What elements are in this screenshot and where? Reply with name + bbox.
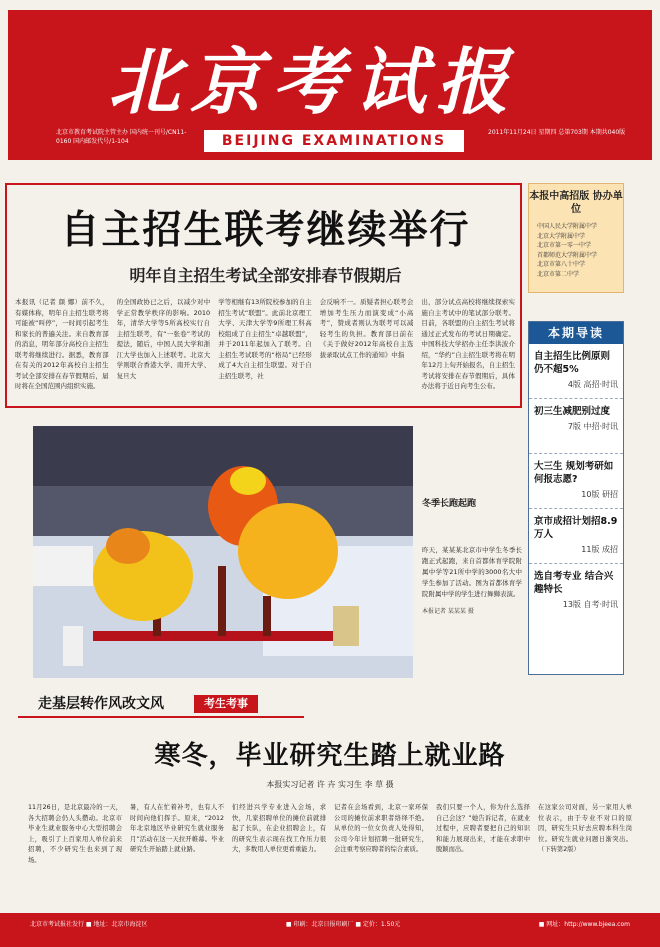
guide-item-headline: 京市成招计划招8.9万人: [534, 516, 618, 540]
story2-column: 我们只要一个人，你为什么选择自己会这？”她告诉记者，在就业过程中，应聘者要把自己的知识和能力展现出来，才能在求职中脱颖而出。: [436, 804, 530, 853]
lion-dance-photo: [33, 426, 413, 678]
story2-column: 11月26日，是北京最冷的一天，各大招聘会仍人头攒动。北京市毕业生就业服务中心大型招聘会上，吸引了上百家用人单位前来招聘，不少研究生也来到了现场。: [28, 804, 122, 864]
lead-headline: 自主招生联考继续举行: [60, 208, 471, 253]
partner-school-item: 北京市第八十中学: [537, 261, 586, 268]
newspaper-logo: 北京考试报: [108, 39, 519, 124]
footer-middle: ■ 印刷：北京日报印刷厂 ■ 定价：1.50元: [285, 921, 401, 928]
story2-column: 记者在会场看到，北京一家环保公司的摊位前求职者络绎不绝。从单位的一位女负责人处得知，公司今年计划招聘一批研究生，会注重考察应聘者的综合素质。: [334, 804, 428, 853]
guide-item[interactable]: [529, 509, 623, 564]
guide-item-headline: 自主招生比例原则仍不超5%: [534, 351, 611, 375]
lead-story: [5, 183, 522, 408]
lead-subheadline: 明年自主招生考试全部安排春节假期后: [129, 266, 402, 285]
story2-body: [28, 803, 632, 899]
partner-schools-list: [529, 216, 623, 279]
partner-school-item: 中国人民大学附属中学: [537, 223, 598, 230]
guide-item[interactable]: [529, 399, 623, 454]
guide-item[interactable]: [529, 454, 623, 509]
partner-school-item: 北京市第二中学: [537, 270, 580, 278]
guide-item-headline: 初三生减肥别过度: [534, 406, 611, 417]
partner-schools-title: 本报中高招版 协办单位: [529, 191, 623, 215]
footer-right: ■ 网址：http://www.bjeea.com: [538, 921, 630, 928]
story2-headline: 寒冬，毕业研究生踏上就业路: [154, 741, 506, 771]
guide-item-page: 10版 研招: [581, 490, 618, 499]
masthead: [8, 10, 652, 160]
story2-column: 暑，有人在忙着补考，也有人不时间向他们挥手。原来，“2012年北京地区毕业研究生就业服务月”活动在这一天拉开帷幕。毕业研究生开始踏上就业路。: [130, 804, 224, 853]
guide-item-page: 7版 中招·时讯: [567, 422, 618, 431]
logo-english-name: BEIJING EXAMINATIONS: [204, 130, 464, 152]
partner-school-item: 北京市第一零一中学: [537, 242, 592, 249]
guide-item[interactable]: [529, 344, 623, 399]
photo-caption: [422, 496, 522, 676]
issue-guide-title: 本期导读: [529, 322, 623, 344]
section-header: [18, 690, 286, 718]
lead-column: 学等相继有13所院校参加的自主招生考试“联盟”。此前北京理工大学、天津大学等9所理工科高校组成了自主招生“卓越联盟”，并于2011年起加入了联考。自主招生考试联考的“格局”已经形成了4大自主招生联盟。对于自主招生联考，社: [218, 298, 312, 380]
partner-school-item: 首都师范大学附属中学: [537, 251, 598, 259]
lead-column: 会反响不一。质疑者担心联考会增加考生压力而演变成“小高考”，赞成者则认为联考可以减轻考生的负担。教育部日前在《关于做好2012年高校自主选拔录取试点工作的通知》中指: [319, 298, 414, 359]
lead-body: [15, 297, 515, 397]
story2-column: 在这家公司对面，另一家用人单位表示，由于专业不对口的原因，研究生只好去应聘本科生岗位。研究生就业问题日渐突出。（下转第2版）: [538, 804, 632, 853]
partner-schools-box: [528, 183, 624, 293]
issue-guide: [528, 321, 624, 675]
guide-item[interactable]: [529, 564, 623, 619]
page-footer: [0, 913, 660, 947]
guide-item-headline: 大三生 规划考研如何报志愿?: [534, 461, 614, 485]
guide-item-headline: 选自考专业 结合兴趣特长: [534, 571, 614, 595]
section-tag: 考生考事: [194, 695, 258, 713]
masthead-publisher-info: 北京市教育考试院主管主办 国内统一刊号/CN11-0160 国内邮发代号/1-104: [56, 129, 187, 145]
story2-byline: 本报实习记者 许 卉 实习生 李 草 摄: [266, 780, 394, 789]
lead-column: 出，部分试点高校将继续探索实施自主考试中的笔试部分联考。目前，各联盟的自主招生考试将通过正式发布的考试日期确定。中国科技大学招办主任李洪波介绍，“华约”自主招生联考将在明年12月上旬开始报名，自主招生考试将安排在春节假期后，具体办法将于近日向考生公布。: [421, 298, 515, 390]
lion-dance-illustration: [33, 426, 413, 678]
photo-caption-title: 冬季长跑起跑: [422, 499, 477, 509]
photo-caption-text: 昨天，某某某北京市中学生冬季长跑正式起跑，来自首都体育学院附属中学等21所中学的3000名大中学生参加了活动。图为首都体育学院附属中学的学生进行舞狮表演。: [422, 546, 522, 598]
guide-item-page: 11版 成招: [581, 545, 618, 554]
story2-column: 们经进兴学专业进入会场，求快，几家招聘单位的摊位前就排起了长队，在企业招聘会上，有的研究生表示现在找工作压力很大，多数用人单位更看重能力。: [232, 804, 326, 853]
guide-item-page: 4版 高招·时讯: [567, 380, 618, 389]
partner-school-item: 北京大学附属中学: [537, 232, 586, 240]
footer-left: 北京市考试报社发行 ■ 地址：北京市海淀区: [30, 921, 148, 928]
lead-column: 的全国政协已之后，以减少对中学正常教学秩序的影响。2010年，清华大学等5所高校实行自主招生联考，有“一张卷”考试的提法，随后，中国人民大学和浙江大学也加入上述联考。北京大学则联合香港大学、南开大学、复旦大: [116, 298, 211, 380]
section-divider: [18, 716, 304, 718]
masthead-issue-info: 2011年11月24日 星期四 总第703期 本期共040版: [488, 129, 626, 136]
section-label: 走基层转作风改文风: [38, 696, 164, 712]
photo-credit: 本报记者 某某某 摄: [422, 608, 474, 615]
lead-column: 本报讯（记者 颜 娜）前不久，有媒体称，明年自主招生联考将可能被“叫停”，一时间引起考生和家长的普遍关注。来自教育部的消息，明年部分高校自主招生联考将继续进行。据悉，教育部在有关的2012年高校自主招生考试全部安排在春节假期后，届时将在全国范围内组织实施。: [15, 298, 109, 390]
guide-item-page: 13版 自考·时讯: [562, 600, 618, 609]
